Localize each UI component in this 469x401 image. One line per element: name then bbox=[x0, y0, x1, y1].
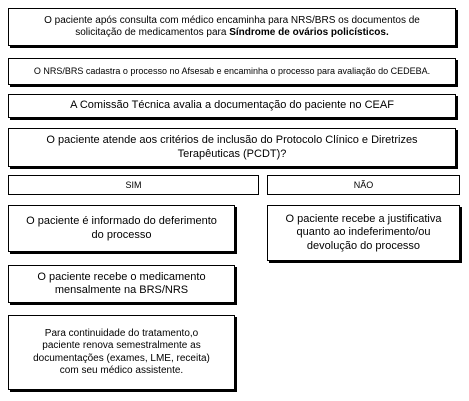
step-3-box bbox=[8, 94, 456, 118]
no-label-text: NÃO bbox=[353, 179, 374, 190]
no-step-1-box bbox=[267, 205, 460, 261]
yes-label-text: SIM bbox=[125, 179, 142, 190]
yes-step-1-box bbox=[8, 205, 235, 252]
step-2-box bbox=[8, 58, 456, 85]
yes-label-box bbox=[8, 175, 259, 195]
no-label-box bbox=[267, 175, 460, 195]
step-3-text: A Comissão Técnica avalia a documentação do paciente no CEAF bbox=[70, 99, 394, 112]
step-1-text-line2 bbox=[75, 27, 388, 39]
step-2-text: O NRS/BRS cadastra o processo no Afsesab e encaminha o processo para avaliação do CEDEBA. bbox=[33, 66, 431, 77]
step-1-box bbox=[8, 8, 456, 46]
yes-step-3-text: Para continuidade do tratamento,o paciente renova semestralmente as documentações (exames, LME, receita) com seu médico assistente. bbox=[33, 328, 210, 376]
decision-question-box bbox=[8, 128, 456, 167]
step-1-text-bold: Síndrome de ovários policísticos. bbox=[229, 27, 389, 38]
yes-step-3-box bbox=[8, 315, 235, 390]
yes-step-1-text: O paciente é informado do deferimento do processo bbox=[26, 215, 217, 241]
step-1-text-prefix: solicitação de medicamentos para bbox=[75, 27, 230, 38]
no-step-1-text: O paciente recebe a justificativa quanto ao indeferimento/ou devolução do processo bbox=[285, 212, 442, 252]
yes-step-2-text: O paciente recebe o medicamento mensalmente na BRS/NRS bbox=[37, 270, 206, 296]
yes-step-2-box bbox=[8, 265, 235, 303]
decision-question-text: O paciente atende aos critérios de inclusão do Protocolo Clínico e Diretrizes Terapêuticas (PCDT)? bbox=[46, 134, 418, 160]
step-1-text-line1: O paciente após consulta com médico encaminha para NRS/BRS os documentos de bbox=[44, 14, 420, 26]
